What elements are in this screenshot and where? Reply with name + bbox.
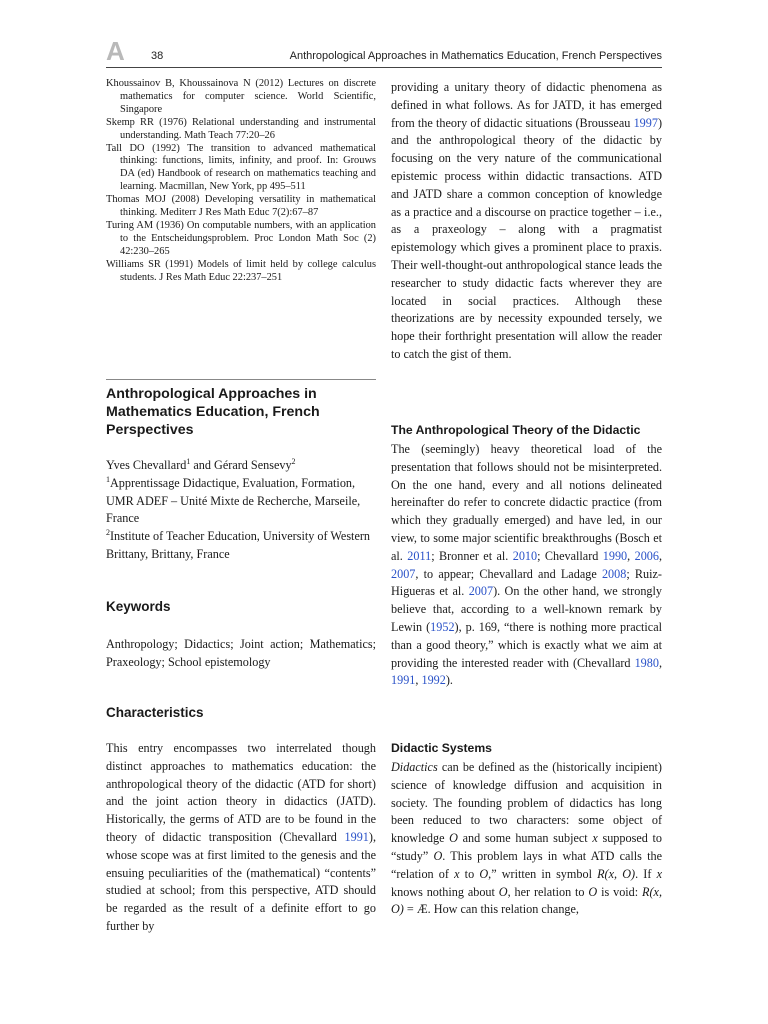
text-run: ). On the other hand, we strongly believe that, according to a well-known remark by Lewin ( xyxy=(391,584,662,634)
math-symbol: x xyxy=(656,866,662,881)
author-name: Yves Chevallard xyxy=(106,458,187,472)
author-line xyxy=(106,457,376,475)
text-run: ; Chevallard xyxy=(537,548,603,563)
text-run: providing a unitary theory of didactic phenomena as defined in what follows. As for JATD, it has emerged from the theory of didactic situations (Brousseau xyxy=(391,80,662,130)
text-run: Didactics xyxy=(391,760,438,774)
text-run: knows nothing about xyxy=(391,884,499,899)
affiliation-text: Institute of Teacher Education, University of Western Brittany, Brittany, France xyxy=(106,529,371,561)
section-letter: A xyxy=(106,36,125,66)
math-symbol: R(x, O) xyxy=(391,884,662,917)
citation-link[interactable]: 2007 xyxy=(468,584,494,599)
citation-link[interactable]: 1991 xyxy=(344,829,369,844)
text-run: , her relation to xyxy=(507,884,589,899)
text-run: can be defined as the (historically incipient) science of knowledge diffusion and acquisition in society. The founding problem of didactics has long been reduced to two characters: some object of knowledge xyxy=(391,760,662,846)
text-run: , xyxy=(658,655,662,670)
math-symbol: x xyxy=(592,831,598,846)
math-symbol: O xyxy=(449,831,458,846)
text-run: ; Ruiz-Higueras et al. xyxy=(391,566,662,599)
reference-item: Skemp RR (1976) Relational understanding and instrumental understanding. Math Teach 77:20–26 xyxy=(106,116,376,141)
citation-link[interactable]: 1980 xyxy=(634,655,659,670)
didactic-systems-paragraph xyxy=(391,759,662,919)
text-run: ), whose scope was at first limited to the genesis and the ensuing peculiarities of the (mathematical) “contents” studied at school; from this perspective, ATD should be regarded as the result of a definite effort to go further by xyxy=(106,829,376,933)
citation-link[interactable]: 2007 xyxy=(391,566,416,581)
characteristics-paragraph xyxy=(106,740,376,936)
affiliation xyxy=(106,528,376,564)
author-affiliation-mark: 2 xyxy=(291,456,296,466)
text-run: ,” written in symbol xyxy=(488,866,598,881)
text-run: The (seemingly) heavy theoretical load of the presentation that follows should not be misinterpreted. On the one hand, every and all notions delineated hereinafter do refer to concrete didactic practice (from which they gradually emerged) and have led, in our view, to some major scientific breakthroughs (Bosch et al. xyxy=(391,442,662,563)
text-run: ) and the anthropological theory of the didactic by focusing on the very nature of the communicational epistemic process within didactic transactions. ATD and JATD share a common conception of knowledge as a practice and a discourse on practice together – i.e., as a praxeology – along with a pragmatist epistemology which gives a prominent place to praxis. Their well-thought-out anthropological stance leads the researcher to study didactic facts wherever they are located in social practices. Although these theorizations are by necessity expounded tersely, we hope their forthright presentation will allow the reader to catch the gist of them. xyxy=(391,115,662,361)
citation-link[interactable]: 1997 xyxy=(633,115,658,130)
citation-link[interactable]: 2010 xyxy=(512,548,538,563)
text-run: ). xyxy=(445,673,453,688)
running-title: Anthropological Approaches in Mathematics Education, French Perspectives xyxy=(289,50,662,62)
author-block xyxy=(106,457,376,564)
affiliation-mark: 1 xyxy=(106,474,110,484)
reference-item: Khoussainov B, Khoussainova N (2012) Lectures on discrete mathematics for computer science. World Scientific, Singapore xyxy=(106,78,376,115)
citation-link[interactable]: 2006 xyxy=(634,548,659,563)
keywords-text: Anthropology; Didactics; Joint action; Mathematics; Praxeology; School epistemology xyxy=(106,637,376,669)
reference-item: Tall DO (1992) The transition to advanced mathematical thinking: functions, limits, infinity, and proof. In: Grouws DA (ed) Handbook of research on mathematics teaching and learning. Macmillan, New York, pp 495–511 xyxy=(106,142,376,193)
reference-item: Williams SR (1991) Models of limit held by college calculus students. J Res Math Educ 22:237–251 xyxy=(106,258,376,283)
entry-title: Anthropological Approaches in Mathematics Education, French Perspectives xyxy=(106,386,320,438)
citation-link[interactable]: 1991 xyxy=(391,673,416,688)
text-run: , xyxy=(415,673,422,688)
citation-link[interactable]: 1992 xyxy=(421,673,446,688)
affiliation-text: Apprentissage Didactique, Evaluation, Formation, UMR ADEF – Unité Mixte de Recherche, Marseile, France xyxy=(106,475,361,526)
text-run: to xyxy=(459,866,480,881)
citation-link[interactable]: 2008 xyxy=(601,566,627,581)
text-run: and some human subject xyxy=(457,831,593,846)
reference-item: Turing AM (1936) On computable numbers, with an application to the Entscheidungsproblem. Proc London Math Soc (2) 42:230–265 xyxy=(106,219,376,257)
text-run: is void: xyxy=(597,884,643,899)
reference-item: Thomas MOJ (2008) Developing versatility in mathematical thinking. Mediterr J Res Math Educ 7(2):67–87 xyxy=(106,194,376,219)
characteristics-heading: Characteristics xyxy=(106,705,204,720)
affiliation xyxy=(106,475,376,528)
math-symbol: O xyxy=(498,884,508,899)
text-run: . If xyxy=(635,866,657,881)
math-symbol: O xyxy=(479,866,489,881)
text-run: . This problem lays in what ATD calls the “relation of xyxy=(391,848,662,881)
math-symbol: x xyxy=(454,866,460,881)
text-run: supposed to “study” xyxy=(391,831,662,863)
keywords-heading: Keywords xyxy=(106,599,171,614)
text-run: This entry encompasses two interrelated though distinct approaches to mathematics education: the anthropological theory of the didactic (ATD for short) and the joint action theory in didactics (JATD). Historically, the germs of ATD are to be found in the theory of didactic transposition (Chevallard xyxy=(106,741,376,844)
page-number: 38 xyxy=(151,50,164,62)
author-affiliation-mark: 1 xyxy=(186,456,191,466)
subsection-heading-atd: The Anthropological Theory of the Didactic xyxy=(391,423,641,437)
author-name: Gérard Sensevy xyxy=(214,458,292,472)
citation-link[interactable]: 2011 xyxy=(407,548,432,563)
text-run: ; Bronner et al. xyxy=(431,548,513,563)
intro-continuation-paragraph xyxy=(391,79,662,364)
text-run: = Æ. How can this relation change, xyxy=(403,902,579,917)
text-run: , to appear; Chevallard and Ladage xyxy=(415,566,602,581)
math-symbol: O xyxy=(588,884,598,899)
subsection-heading-didactic-systems: Didactic Systems xyxy=(391,741,492,755)
section-rule xyxy=(106,379,376,380)
text-run: , xyxy=(658,548,663,563)
atd-paragraph xyxy=(391,441,662,690)
affiliation-mark: 2 xyxy=(106,528,110,538)
citation-link[interactable]: 1990 xyxy=(602,548,628,563)
citation-link[interactable]: 1952 xyxy=(430,619,455,634)
header-rule xyxy=(106,67,662,68)
math-symbol: O xyxy=(433,848,443,863)
text-run: ), p. 169, “there is nothing more practical than a good theory,” which is exactly what we aim at providing the interested reader with (Chevallard xyxy=(391,619,663,670)
math-symbol: R(x, O) xyxy=(597,866,636,881)
text-run: , xyxy=(627,548,635,563)
references-list xyxy=(106,78,376,285)
author-separator: and xyxy=(190,458,215,472)
